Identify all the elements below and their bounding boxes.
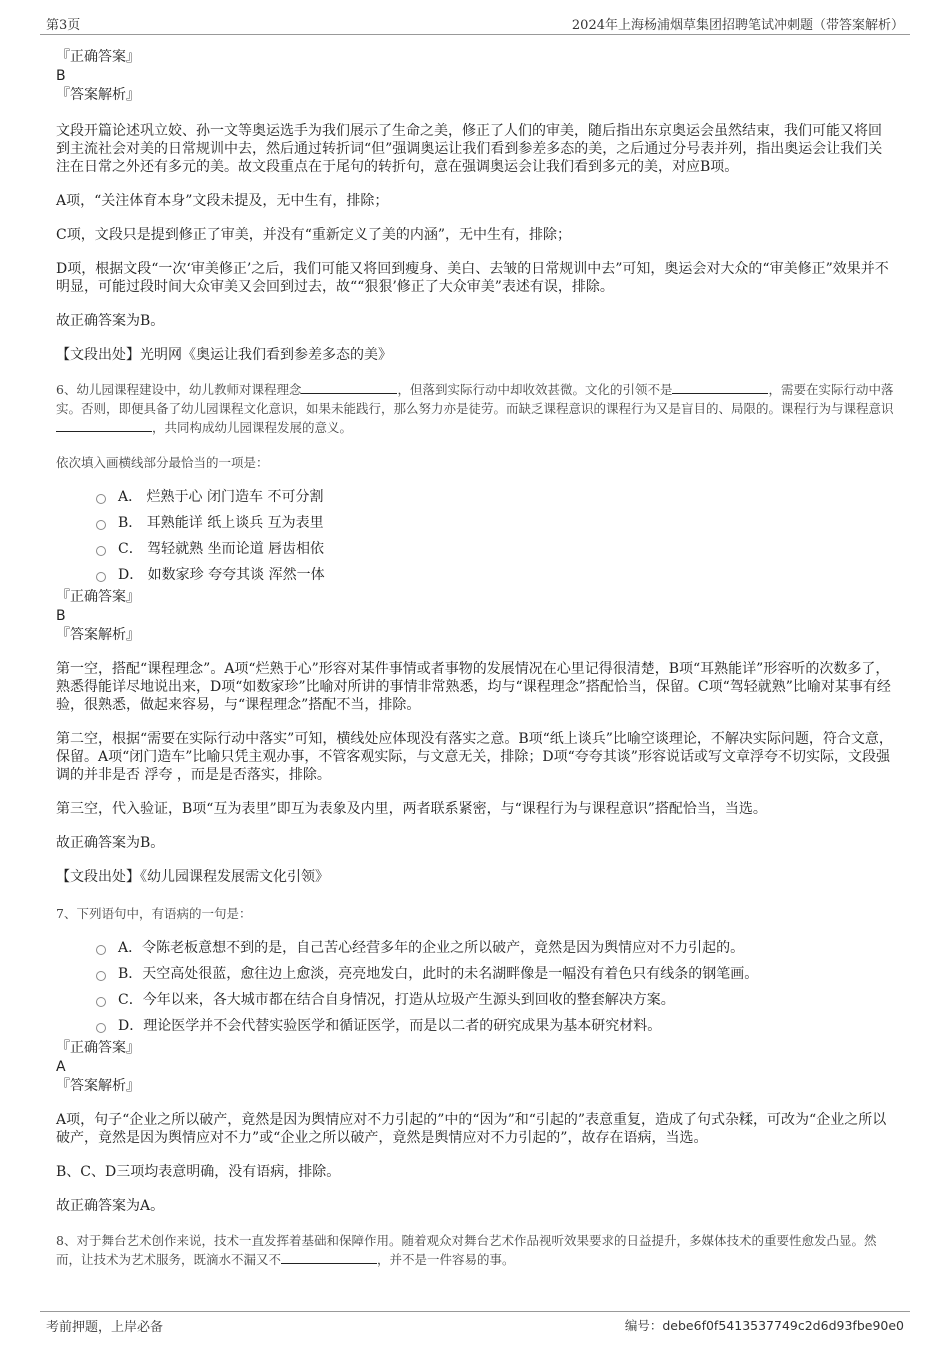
fill-blank — [672, 381, 768, 394]
q7-analysis-paragraph: B、C、D三项均表意明确，没有语病，排除。 — [56, 1164, 341, 1180]
page-header — [40, 10, 910, 35]
q5-analysis-paragraph: C项，文段只是提到修正了审美，并没有“重新定义了美的内涵”，无中生有，排除； — [56, 227, 572, 243]
q6-answer: B — [56, 608, 66, 624]
q6-analysis-paragraph: 第一空，搭配“课程理念”。A项“烂熟于心”形容对某件事情或者事物的发展情况在心里记得很清楚，B项“耳熟能详”形容听的次数多了，熟悉得能详尽地说出来，D项“如数家珍”比喻对所讲的事情非常熟悉，均与“课程理念”搭配恰当，保留。C项“驾轻就熟”比喻对某事有经验，很熟悉，做起来容易，与“课程理念”搭配不当，排除。 — [56, 661, 891, 713]
q7-answer-tag: 『正确答案』 — [56, 1040, 140, 1056]
q6-analysis-tag: 『答案解析』 — [56, 627, 140, 643]
q6-option-a[interactable]: A． 烂熟于心 闭门造车 不可分割 — [96, 484, 894, 510]
page-footer — [40, 1311, 910, 1336]
radio-icon[interactable] — [96, 520, 106, 530]
q5-answer-tag: 『正确答案』 — [56, 49, 140, 65]
radio-icon[interactable] — [96, 945, 106, 955]
radio-icon[interactable] — [96, 997, 106, 1007]
q7-option-c[interactable]: C．今年以来，各大城市都在结合自身情况，打造从垃圾产生源头到回收的整套解决方案。 — [96, 987, 894, 1013]
q5-analysis-tag: 『答案解析』 — [56, 87, 140, 103]
q7-option-d[interactable]: D．理论医学并不会代替实验医学和循证医学，而是以二者的研究成果为基本研究材料。 — [96, 1013, 894, 1039]
radio-icon[interactable] — [96, 971, 106, 981]
q6-analysis-paragraph: 第二空，根据“需要在实际行动中落实”可知，横线处应体现没有落实之意。B项“纸上谈兵”比喻空谈理论，不解决实际问题，符合文意，保留。A项“闭门造车”比喻只凭主观办事，不管客观实际，与文意无关，排除；D项“夸夸其谈”形容说话或写文章浮夸不切实际，文段强调的并非是否 浮夸 ，而是是否落实，排除。 — [56, 731, 893, 783]
q6-conclusion: 故正确答案为B。 — [56, 835, 165, 851]
q5-analysis-paragraph: D项，根据文段“一次‘审美修正’之后，我们可能又将回到瘦身、美白、去皱的日常规训中去”可知，奥运会对大众的“审美修正”效果并不明显，可能过段时间大众审美又会回到过去，故““狠狠’修正了大众审美”表述有误，排除。 — [56, 261, 889, 295]
q6-answer-tag: 『正确答案』 — [56, 589, 140, 605]
fill-blank — [56, 419, 152, 432]
q7-conclusion: 故正确答案为A。 — [56, 1198, 165, 1214]
page-number: 第3页 — [46, 18, 81, 33]
fill-blank — [281, 1251, 377, 1264]
document-body — [56, 48, 894, 1269]
q6-stem: 6、幼儿园课程建设中，幼儿教师对课程理念 ，但落到实际行动中却收效甚微。文化的引领不是 ，需要在实际行动中落实。否则，即便具备了幼儿园课程文化意识，如果未能践行，那么努力亦是徒劳。而缺乏课程意识的课程行为又是盲目的、局限的。课程行为与课程意识，共同构成幼儿园课程发展的意义。 — [56, 382, 894, 435]
q5-conclusion: 故正确答案为B。 — [56, 313, 165, 329]
q7-options — [96, 935, 894, 1039]
q5-answer: B — [56, 68, 66, 84]
q5-source: 【文段出处】光明网《奥运让我们看到参差多态的美》 — [56, 347, 392, 363]
q6-analysis-paragraph: 第三空，代入验证，B项“互为表里”即互为表象及内里，两者联系紧密，与“课程行为与课程意识”搭配恰当，当选。 — [56, 801, 767, 817]
q6-prompt: 依次填入画横线部分最恰当的一项是： — [56, 455, 269, 470]
radio-icon[interactable] — [96, 572, 106, 582]
q8-stem: 8、对于舞台艺术创作来说，技术一直发挥着基础和保障作用。随着观众对舞台艺术作品视听效果要求的日益提升，多媒体技术的重要性愈发凸显。然而，让技术为艺术服务，既滴水不漏又不 ，并不是一件容易的事。 — [56, 1233, 877, 1267]
document-title: 2024年上海杨浦烟草集团招聘笔试冲刺题（带答案解析） — [571, 18, 904, 33]
q7-option-b[interactable]: B．天空高处很蓝，愈往边上愈淡，亮亮地发白，此时的未名湖畔像是一幅没有着色只有线条的钢笔画。 — [96, 961, 894, 987]
q6-source: 【文段出处】《幼儿园课程发展需文化引领》 — [56, 869, 329, 885]
footer-slogan: 考前押题，上岸必备 — [46, 1320, 164, 1335]
q6-option-b[interactable]: B． 耳熟能详 纸上谈兵 互为表里 — [96, 510, 894, 536]
q7-analysis-tag: 『答案解析』 — [56, 1078, 140, 1094]
radio-icon[interactable] — [96, 1023, 106, 1033]
document-code: 编号：debe6f0f5413537749c2d6d93fbe90e0 — [624, 1318, 904, 1333]
q5-analysis-paragraph: A项，“关注体育本身”文段未提及，无中生有，排除； — [56, 193, 389, 209]
q7-option-a[interactable]: A．令陈老板意想不到的是，自己苦心经营多年的企业之所以破产，竟然是因为舆情应对不力引起的。 — [96, 935, 894, 961]
q7-analysis-paragraph: A项，句子“企业之所以破产，竟然是因为舆情应对不力引起的”中的“因为”和“引起的”表意重复，造成了句式杂糅，可改为“企业之所以破产，竟然是因为舆情应对不力”或“企业之所以破产，竟然是舆情应对不力引起的”，故存在语病，当选。 — [56, 1112, 887, 1146]
q5-analysis-paragraph: 文段开篇论述巩立姣、孙一文等奥运选手为我们展示了生命之美，修正了人们的审美，随后指出东京奥运会虽然结束，我们可能又将回到主流社会对美的日常规训中去，然后通过转折词“但”强调奥运让我们看到参差多态的美，之后通过分号表并列，指出奥运会让我们关注在日常之外还有多元的美。故文段重点在于尾句的转折句，意在强调奥运会让我们看到多元的美，对应B项。 — [56, 123, 883, 175]
radio-icon[interactable] — [96, 546, 106, 556]
q6-option-c[interactable]: C． 驾轻就熟 坐而论道 唇齿相依 — [96, 536, 894, 562]
q6-option-d[interactable]: D． 如数家珍 夸夸其谈 浑然一体 — [96, 562, 894, 588]
radio-icon[interactable] — [96, 494, 106, 504]
q7-answer: A — [56, 1059, 66, 1075]
q7-stem: 7、下列语句中，有语病的一句是： — [56, 906, 252, 921]
q6-options — [96, 484, 894, 588]
fill-blank — [301, 381, 397, 394]
